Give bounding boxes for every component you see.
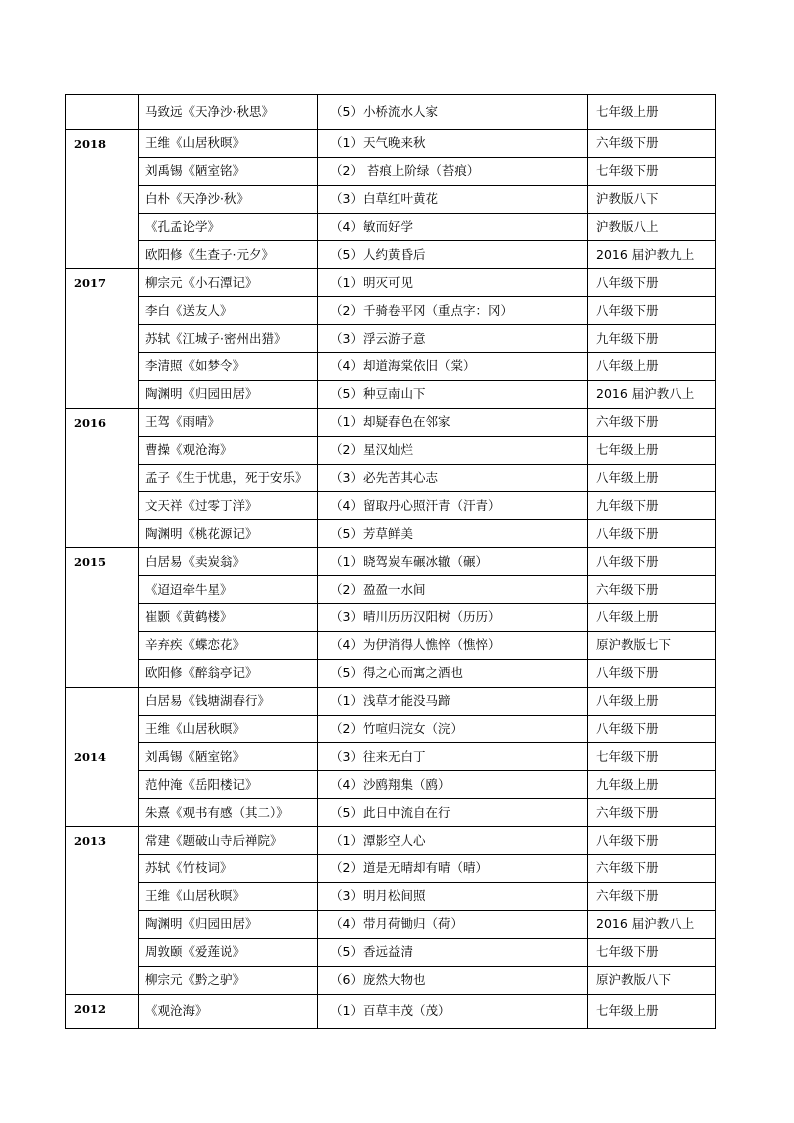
book-cell: 六年级下册 <box>588 576 716 604</box>
poem-cell: 王维《山居秋暝》 <box>139 129 318 157</box>
book-cell: 六年级下册 <box>588 799 716 827</box>
line-cell: （4）为伊消得人憔悴（憔悴） <box>318 631 588 659</box>
line-cell: （4）带月荷锄归（荷） <box>318 910 588 938</box>
book-cell: 八年级下册 <box>588 659 716 687</box>
line-cell: （5）人约黄昏后 <box>318 241 588 269</box>
book-cell: 原沪教版七下 <box>588 631 716 659</box>
book-cell: 八年级下册 <box>588 548 716 576</box>
table-row <box>66 771 716 799</box>
table-row <box>66 938 716 966</box>
book-cell: 八年级下册 <box>588 827 716 855</box>
book-cell: 七年级下册 <box>588 157 716 185</box>
line-cell: （4）留取丹心照汗青（汗青） <box>318 492 588 520</box>
poem-cell: 陶渊明《归园田居》 <box>139 910 318 938</box>
poem-cell: 朱熹《观书有感（其二）》 <box>139 799 318 827</box>
table-row <box>66 95 716 130</box>
line-cell: （1）却疑春色在邻家 <box>318 408 588 436</box>
table-row <box>66 269 716 297</box>
book-cell: 八年级上册 <box>588 464 716 492</box>
poem-cell: 《孔孟论学》 <box>139 213 318 241</box>
line-cell: （5）香远益清 <box>318 938 588 966</box>
book-cell: 沪教版八下 <box>588 185 716 213</box>
poem-cell: 曹操《观沧海》 <box>139 436 318 464</box>
book-cell: 八年级下册 <box>588 269 716 297</box>
table-row <box>66 855 716 883</box>
book-cell: 八年级下册 <box>588 297 716 325</box>
line-cell: （1）晓驾炭车碾冰辙（碾） <box>318 548 588 576</box>
line-cell: （3）明月松间照 <box>318 882 588 910</box>
book-cell: 七年级下册 <box>588 938 716 966</box>
line-cell: （6）庞然大物也 <box>318 966 588 994</box>
table-row <box>66 659 716 687</box>
line-cell: （3）白草红叶黄花 <box>318 185 588 213</box>
table-row <box>66 994 716 1029</box>
poem-cell: 常建《题破山寺后禅院》 <box>139 827 318 855</box>
book-cell: 八年级上册 <box>588 687 716 715</box>
line-cell: （2）盈盈一水间 <box>318 576 588 604</box>
line-cell: （5）此日中流自在行 <box>318 799 588 827</box>
poem-cell: 刘禹锡《陋室铭》 <box>139 743 318 771</box>
table-row <box>66 743 716 771</box>
poetry-table <box>65 94 716 1029</box>
poem-cell: 苏轼《江城子·密州出猎》 <box>139 325 318 353</box>
table-row <box>66 436 716 464</box>
book-cell: 八年级下册 <box>588 715 716 743</box>
table-row <box>66 380 716 408</box>
line-cell: （5）芳草鲜美 <box>318 520 588 548</box>
poem-cell: 白居易《钱塘湖春行》 <box>139 687 318 715</box>
table-row <box>66 408 716 436</box>
poem-cell: 陶渊明《归园田居》 <box>139 380 318 408</box>
poem-cell: 刘禹锡《陋室铭》 <box>139 157 318 185</box>
table-row <box>66 882 716 910</box>
table-row <box>66 966 716 994</box>
table-row <box>66 715 716 743</box>
book-cell: 九年级下册 <box>588 325 716 353</box>
poem-cell: 柳宗元《小石潭记》 <box>139 269 318 297</box>
table-row <box>66 492 716 520</box>
book-cell: 沪教版八上 <box>588 213 716 241</box>
book-cell: 七年级上册 <box>588 95 716 130</box>
table-row <box>66 631 716 659</box>
book-cell: 六年级下册 <box>588 129 716 157</box>
poem-cell: 王维《山居秋暝》 <box>139 715 318 743</box>
year-cell: 2016 <box>66 408 139 547</box>
line-cell: （3）晴川历历汉阳树（历历） <box>318 604 588 632</box>
poem-cell: 白居易《卖炭翁》 <box>139 548 318 576</box>
year-cell: 2013 <box>66 827 139 994</box>
line-cell: （3）往来无白丁 <box>318 743 588 771</box>
poem-cell: 范仲淹《岳阳楼记》 <box>139 771 318 799</box>
poem-cell: 李清照《如梦令》 <box>139 353 318 381</box>
line-cell: （1）百草丰茂（茂） <box>318 994 588 1029</box>
poem-cell: 王驾《雨晴》 <box>139 408 318 436</box>
poem-cell: 白朴《天净沙·秋》 <box>139 185 318 213</box>
book-cell: 2016 届沪教八上 <box>588 910 716 938</box>
line-cell: （1）天气晚来秋 <box>318 129 588 157</box>
book-cell: 原沪教版八下 <box>588 966 716 994</box>
table-row <box>66 157 716 185</box>
line-cell: （4）却道海棠依旧（棠） <box>318 353 588 381</box>
table-row <box>66 213 716 241</box>
line-cell: （3）浮云游子意 <box>318 325 588 353</box>
table-row <box>66 241 716 269</box>
book-cell: 八年级上册 <box>588 604 716 632</box>
table-row <box>66 464 716 492</box>
table-row <box>66 910 716 938</box>
poem-cell: 孟子《生于忧患，死于安乐》 <box>139 464 318 492</box>
poem-cell: 陶渊明《桃花源记》 <box>139 520 318 548</box>
table-row <box>66 297 716 325</box>
book-cell: 2016 届沪教九上 <box>588 241 716 269</box>
book-cell: 七年级上册 <box>588 994 716 1029</box>
poem-cell: 《迢迢牵牛星》 <box>139 576 318 604</box>
year-cell: 2012 <box>66 994 139 1029</box>
book-cell: 六年级下册 <box>588 855 716 883</box>
line-cell: （2）千骑卷平冈（重点字：冈） <box>318 297 588 325</box>
line-cell: （3）必先苦其心志 <box>318 464 588 492</box>
line-cell: （4）敏而好学 <box>318 213 588 241</box>
year-cell: 2017 <box>66 269 139 408</box>
table-row <box>66 799 716 827</box>
line-cell: （1）明灭可见 <box>318 269 588 297</box>
table-row <box>66 827 716 855</box>
line-cell: （5）得之心而寓之酒也 <box>318 659 588 687</box>
poem-cell: 崔颢《黄鹤楼》 <box>139 604 318 632</box>
table-row <box>66 576 716 604</box>
book-cell: 八年级下册 <box>588 520 716 548</box>
line-cell: （2）道是无晴却有晴（晴） <box>318 855 588 883</box>
book-cell: 2016 届沪教八上 <box>588 380 716 408</box>
poetry-table-body <box>66 95 716 1029</box>
book-cell: 六年级下册 <box>588 408 716 436</box>
poem-cell: 王维《山居秋暝》 <box>139 882 318 910</box>
table-row <box>66 325 716 353</box>
poem-cell: 马致远《天净沙·秋思》 <box>139 95 318 130</box>
line-cell: （2）竹喧归浣女（浣） <box>318 715 588 743</box>
year-cell: 2018 <box>66 129 139 268</box>
poem-cell: 柳宗元《黔之驴》 <box>139 966 318 994</box>
year-cell <box>66 95 139 130</box>
table-row <box>66 604 716 632</box>
table-row <box>66 687 716 715</box>
poem-cell: 苏轼《竹枝词》 <box>139 855 318 883</box>
book-cell: 七年级上册 <box>588 436 716 464</box>
line-cell: （1）浅草才能没马蹄 <box>318 687 588 715</box>
year-cell: 2015 <box>66 548 139 687</box>
line-cell: （4）沙鸥翔集（鸥） <box>318 771 588 799</box>
table-row <box>66 520 716 548</box>
poem-cell: 《观沧海》 <box>139 994 318 1029</box>
book-cell: 六年级下册 <box>588 882 716 910</box>
poem-cell: 欧阳修《醉翁亭记》 <box>139 659 318 687</box>
table-row <box>66 353 716 381</box>
table-row <box>66 548 716 576</box>
line-cell: （2）星汉灿烂 <box>318 436 588 464</box>
book-cell: 九年级上册 <box>588 771 716 799</box>
poem-cell: 周敦颐《爱莲说》 <box>139 938 318 966</box>
poem-cell: 文天祥《过零丁洋》 <box>139 492 318 520</box>
poem-cell: 辛弃疾《蝶恋花》 <box>139 631 318 659</box>
table-row <box>66 129 716 157</box>
line-cell: （2） 苔痕上阶绿（苔痕） <box>318 157 588 185</box>
year-cell: 2014 <box>66 687 139 826</box>
line-cell: （5）小桥流水人家 <box>318 95 588 130</box>
book-cell: 七年级下册 <box>588 743 716 771</box>
book-cell: 九年级下册 <box>588 492 716 520</box>
book-cell: 八年级上册 <box>588 353 716 381</box>
table-row <box>66 185 716 213</box>
line-cell: （1）潭影空人心 <box>318 827 588 855</box>
line-cell: （5）种豆南山下 <box>318 380 588 408</box>
poem-cell: 李白《送友人》 <box>139 297 318 325</box>
poem-cell: 欧阳修《生查子·元夕》 <box>139 241 318 269</box>
